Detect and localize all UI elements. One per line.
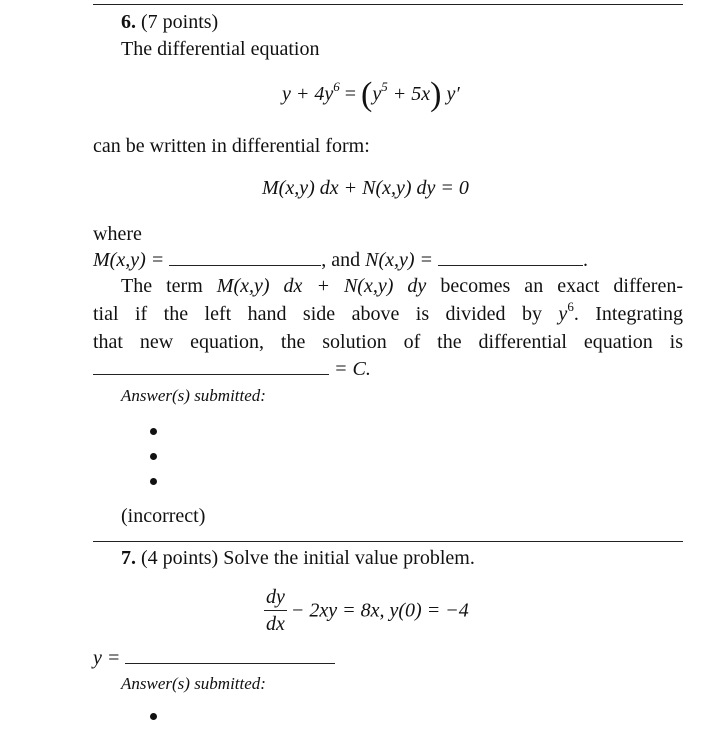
answer-bullet xyxy=(150,478,157,485)
para-text: . Integrating xyxy=(573,303,683,325)
problem-text: (4 points) Solve the initial value problem. xyxy=(136,547,475,569)
left-paren: ( xyxy=(361,76,373,113)
answers-submitted-label: Answer(s) submitted: xyxy=(121,674,266,693)
right-paren: ) xyxy=(430,76,442,113)
para-math: y xyxy=(558,303,568,325)
problem-number: 6. xyxy=(121,11,136,33)
para-math: M(x,y) dx + N(x,y) dy xyxy=(216,275,427,297)
para-text: tial if the left hand side above is divided by xyxy=(93,303,559,325)
m-answer-blank[interactable] xyxy=(169,251,321,266)
problem-7-header xyxy=(121,546,475,570)
eq-inner-rest: + 5x xyxy=(387,83,431,105)
answer-bullet xyxy=(150,428,157,435)
y-answer-line xyxy=(93,646,335,670)
problem-intro: The differential equation xyxy=(121,38,320,60)
derivative-fraction xyxy=(264,584,287,637)
solution-line xyxy=(93,357,371,381)
paragraph-line-1 xyxy=(121,274,683,298)
answer-bullet xyxy=(150,713,157,720)
equals-c: = C. xyxy=(329,358,371,380)
problem-points: (7 points) xyxy=(136,11,219,33)
differential-equation xyxy=(282,76,460,113)
status-text: (incorrect) xyxy=(121,505,206,527)
answers-submitted-label: Answer(s) submitted: xyxy=(121,386,266,405)
paragraph-line-3 xyxy=(93,330,683,354)
eq-lhs-exponent: 6 xyxy=(333,79,340,94)
para-exponent: 6 xyxy=(567,299,574,314)
fraction-numerator: dy xyxy=(264,584,287,611)
solution-answer-blank[interactable] xyxy=(93,360,329,375)
problem-number: 7. xyxy=(121,547,136,569)
paragraph-line-2 xyxy=(93,299,683,326)
eq-rhs: y′ xyxy=(441,83,460,105)
and-text: , and xyxy=(321,249,366,271)
para-text: that new equation, the solution of the differential equation is xyxy=(93,331,683,353)
problem-6-header xyxy=(121,10,218,34)
para-text: becomes an exact differen- xyxy=(426,275,684,297)
eq-inner: y xyxy=(372,83,382,105)
n-answer-blank[interactable] xyxy=(438,251,583,266)
form-text: can be written in differential form: xyxy=(93,135,370,157)
eq-equals: = xyxy=(339,83,362,105)
y-answer-blank[interactable] xyxy=(125,649,335,664)
period: . xyxy=(583,249,589,271)
eq-inner-exponent: 5 xyxy=(381,79,388,94)
m-label: M(x,y) = xyxy=(93,249,170,271)
answer-bullet xyxy=(150,453,157,460)
fraction-denominator: dx xyxy=(266,613,285,635)
y-label: y = xyxy=(93,647,126,669)
para-text: The term xyxy=(121,275,217,297)
where-text: where xyxy=(93,223,142,245)
ivp-equation xyxy=(264,584,469,637)
mn-line xyxy=(93,248,588,272)
equation-rest: − 2xy = 8x, y(0) = −4 xyxy=(290,599,469,622)
eq-lhs: y + 4y xyxy=(282,83,334,105)
n-label: N(x,y) = xyxy=(365,249,439,271)
differential-form: M(x,y) dx + N(x,y) dy = 0 xyxy=(262,177,469,199)
section-divider xyxy=(93,4,683,5)
section-divider xyxy=(93,541,683,542)
